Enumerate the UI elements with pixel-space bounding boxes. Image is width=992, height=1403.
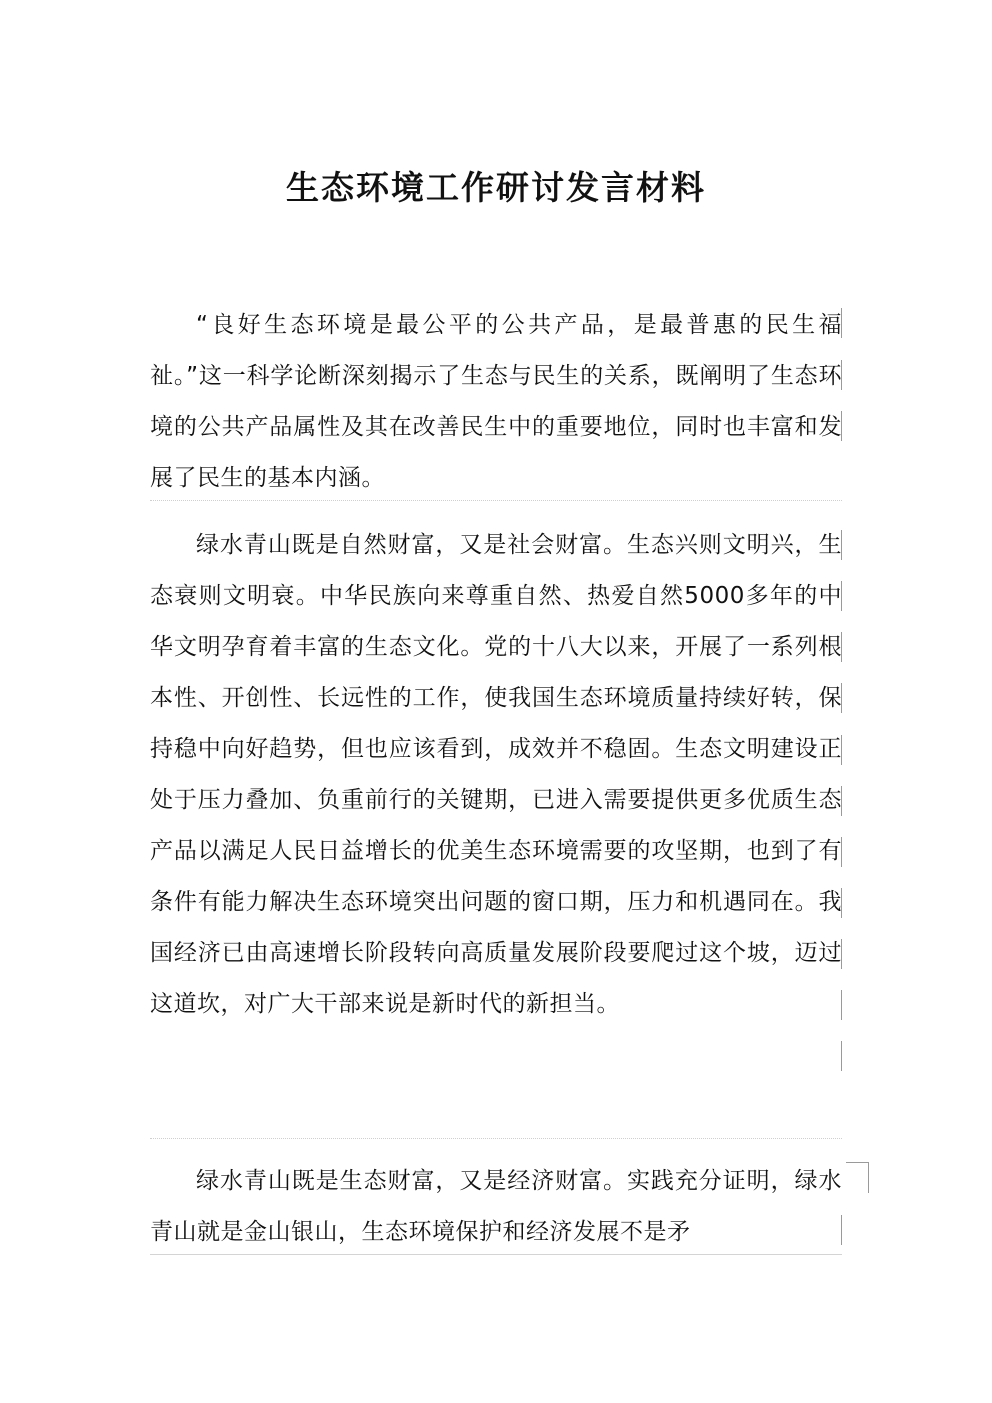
line-end-marker xyxy=(841,888,842,918)
paragraph-separator xyxy=(150,1138,842,1139)
paragraph-3: 绿水青山既是生态财富，又是经济财富。实践充分证明，绿水青山就是金山银山，生态环境保护和经济发展不是矛 xyxy=(150,1168,842,1245)
bottom-rule xyxy=(150,1254,842,1255)
document-title: 生态环境工作研讨发言材料 xyxy=(286,168,706,207)
line-end-marker xyxy=(841,990,842,1020)
line-end-marker xyxy=(841,683,842,713)
line-end-marker xyxy=(841,786,842,816)
line-end-marker xyxy=(841,1041,842,1071)
line-end-marker xyxy=(841,1215,842,1245)
line-end-marker xyxy=(841,939,842,969)
line-end-marker xyxy=(841,411,842,441)
paragraph-separator xyxy=(150,500,842,501)
line-end-marker xyxy=(841,360,842,390)
paragraph-1: “良好生态环境是最公平的公共产品，是最普惠的民生福祉。”这一科学论断深刻揭示了生态与民生的关系，既阐明了生态环境的公共产品属性及其在改善民生中的重要地位，同时也丰富和发展了民生的基本内涵。 xyxy=(150,312,842,491)
line-end-marker xyxy=(841,581,842,611)
line-end-marker xyxy=(841,308,842,338)
line-end-marker xyxy=(841,530,842,560)
line-end-marker xyxy=(841,837,842,867)
margin-corner-mark xyxy=(846,1162,869,1193)
paragraph-2: 绿水青山既是自然财富，又是社会财富。生态兴则文明兴，生态衰则文明衰。中华民族向来尊重自然、热爱自然5000多年的中华文明孕育着丰富的生态文化。党的十八大以来，开展了一系列根本性、开创性、长远性的工作，使我国生态环境质量持续好转，保持稳中向好趋势，但也应该看到，成效并不稳固。生态文明建设正处于压力叠加、负重前行的关键期，已进入需要提供更多优质生态产品以满足人民日益增长的优美生态环境需要的攻坚期，也到了有条件有能力解决生态环境突出问题的窗口期，压力和机遇同在。我国经济已由高速增长阶段转向高质量发展阶段要爬过这个坡，迈过这道坎，对广大干部来说是新时代的新担当。 xyxy=(150,532,842,1017)
line-end-marker xyxy=(841,735,842,765)
line-end-marker xyxy=(841,632,842,662)
